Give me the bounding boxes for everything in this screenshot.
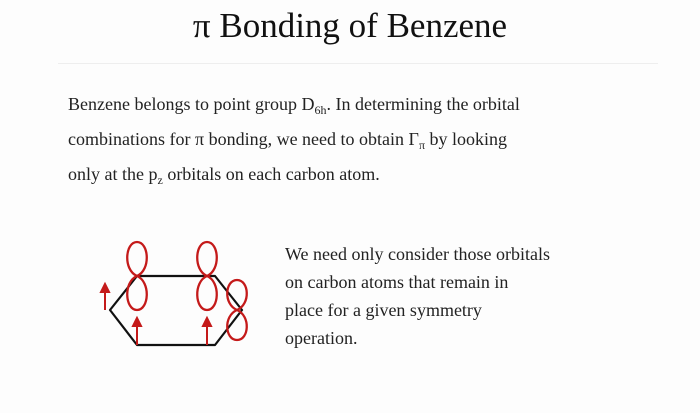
intro-paragraph xyxy=(68,90,668,195)
intro-text-5: only at the p xyxy=(68,164,158,184)
note-line: place for a given symmetry xyxy=(285,300,482,320)
arrow-bottom-right-carbon xyxy=(203,318,211,345)
title-divider xyxy=(58,63,658,64)
note-line: We need only consider those orbitals xyxy=(285,244,550,264)
note-line: operation. xyxy=(285,328,358,348)
p-orbital-right xyxy=(227,280,247,340)
slide-title: π Bonding of Benzene xyxy=(192,6,508,45)
gamma-subscript: π xyxy=(418,138,425,152)
intro-text-2: . In determining the orbital xyxy=(326,94,520,114)
point-group-subscript: 6h xyxy=(314,103,327,117)
intro-text-1: Benzene belongs to point group D xyxy=(68,94,315,114)
intro-text-3: combinations for π bonding, we need to obtain Γ xyxy=(68,129,419,149)
arrow-left-carbon xyxy=(101,284,109,310)
benzene-orbital-diagram xyxy=(95,238,265,363)
benzene-ring xyxy=(110,276,242,345)
explanation-note xyxy=(285,240,665,352)
note-line: on carbon atoms that remain in xyxy=(285,272,509,292)
intro-text-4: by looking xyxy=(425,129,508,149)
intro-text-6: orbitals on each carbon atom. xyxy=(162,164,380,184)
pz-subscript: z xyxy=(157,173,163,187)
